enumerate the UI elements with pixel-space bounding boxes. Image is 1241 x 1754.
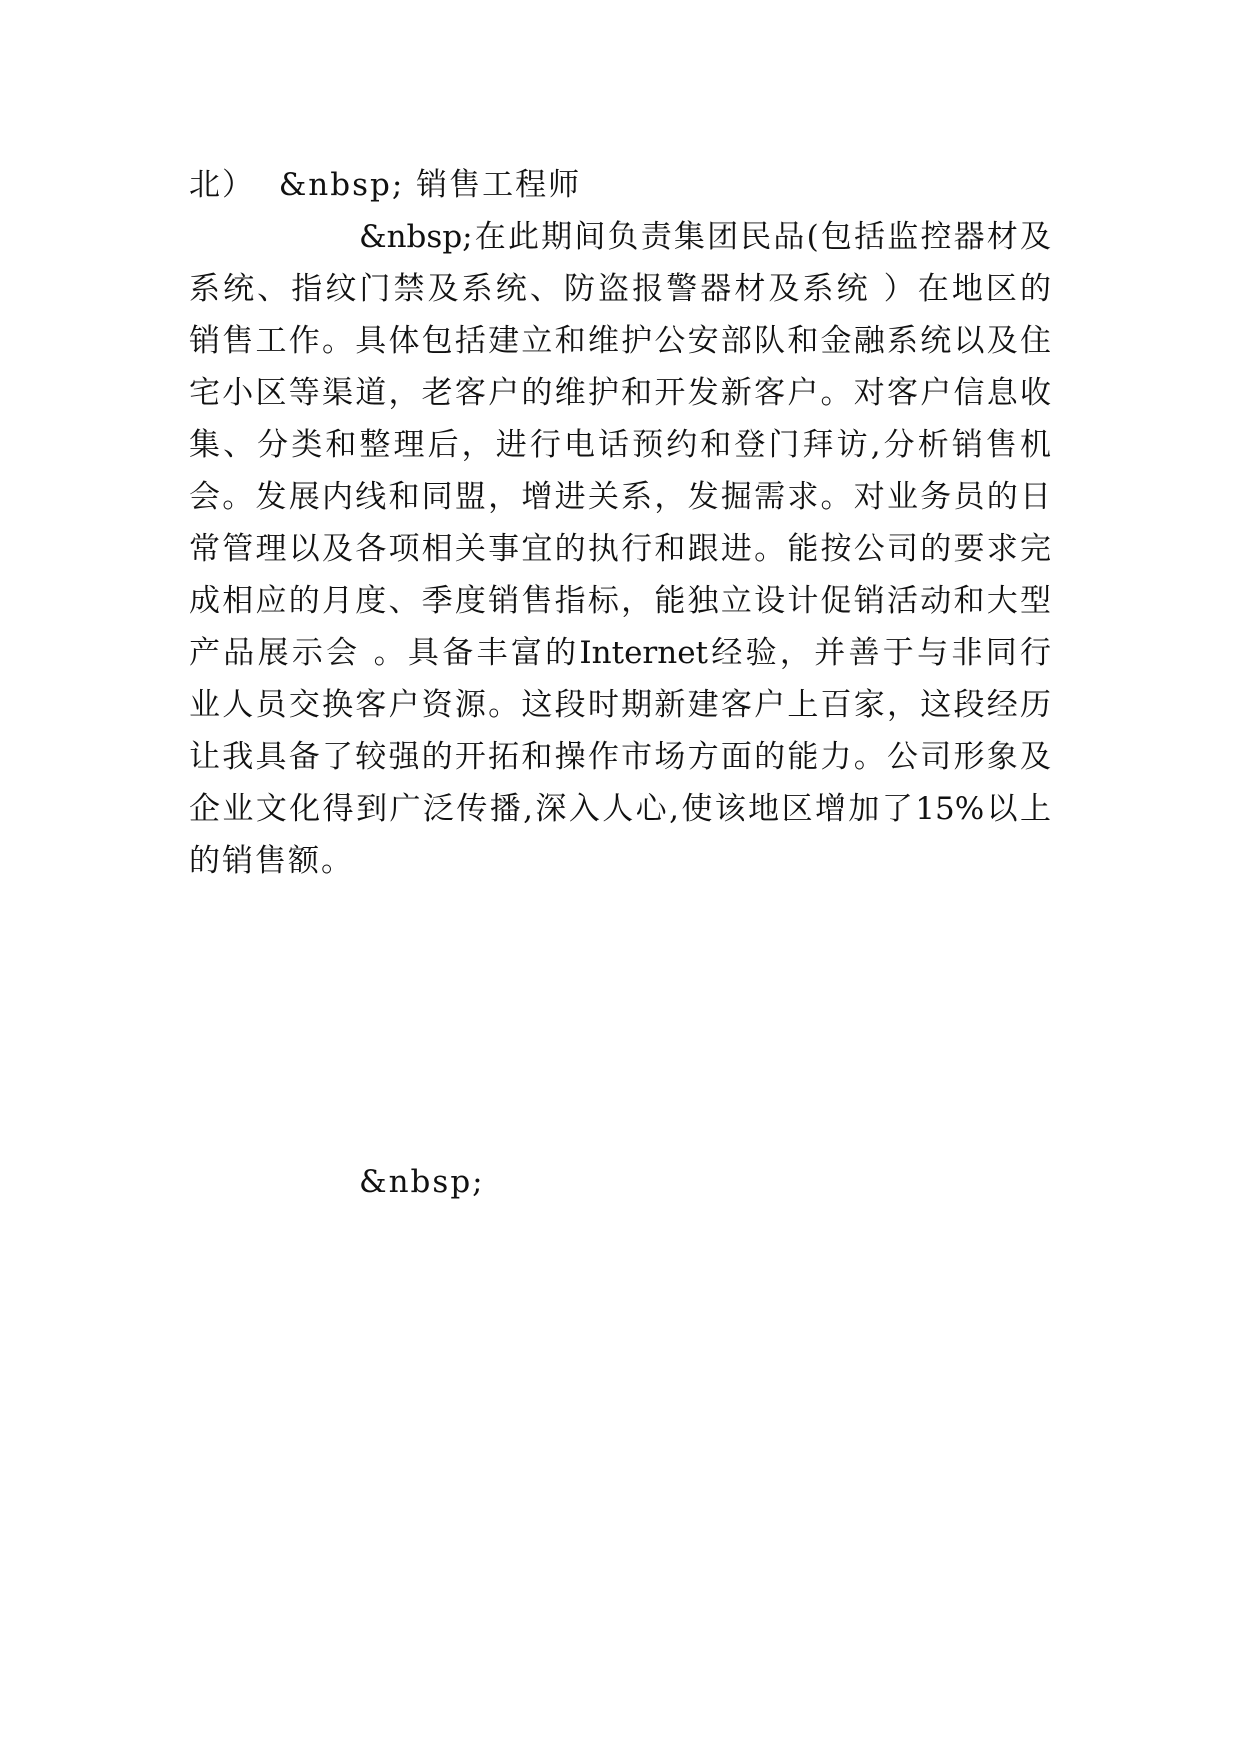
- paragraph-line: 销售工作。具体包括建立和维护公安部队和金融系统以及住: [189, 323, 1051, 359]
- paragraph-line: 的销售额。: [189, 843, 354, 879]
- paragraph-line: &nbsp;在此期间负责集团民品(包括监控器材及: [359, 219, 1051, 255]
- paragraph-line: 常管理以及各项相关事宜的执行和跟进。能按公司的要求完: [189, 531, 1051, 567]
- paragraph-line: 企业文化得到广泛传播,深入人心,使该地区增加了15%以上: [189, 791, 1051, 827]
- paragraph-line: 业人员交换客户资源。这段时期新建客户上百家，这段经历: [189, 687, 1051, 723]
- paragraph-line: 集、分类和整理后，进行电话预约和登门拜访,分析销售机: [189, 427, 1051, 463]
- heading-line: 北） &nbsp; 销售工程师: [189, 167, 582, 203]
- paragraph-line: 成相应的月度、季度销售指标，能独立设计促销活动和大型: [189, 583, 1051, 619]
- paragraph-line: 产品展示会 。具备丰富的Internet经验，并善于与非同行: [189, 635, 1051, 671]
- paragraph-line: 宅小区等渠道，老客户的维护和开发新客户。对客户信息收: [189, 375, 1051, 411]
- trailing-line: &nbsp;: [359, 1164, 485, 1200]
- paragraph-line: 系统、指纹门禁及系统、防盗报警器材及系统 ）在地区的: [189, 271, 1051, 307]
- paragraph-line: 会。发展内线和同盟，增进关系，发掘需求。对业务员的日: [189, 479, 1051, 515]
- paragraph-line: 让我具备了较强的开拓和操作市场方面的能力。公司形象及: [189, 739, 1051, 775]
